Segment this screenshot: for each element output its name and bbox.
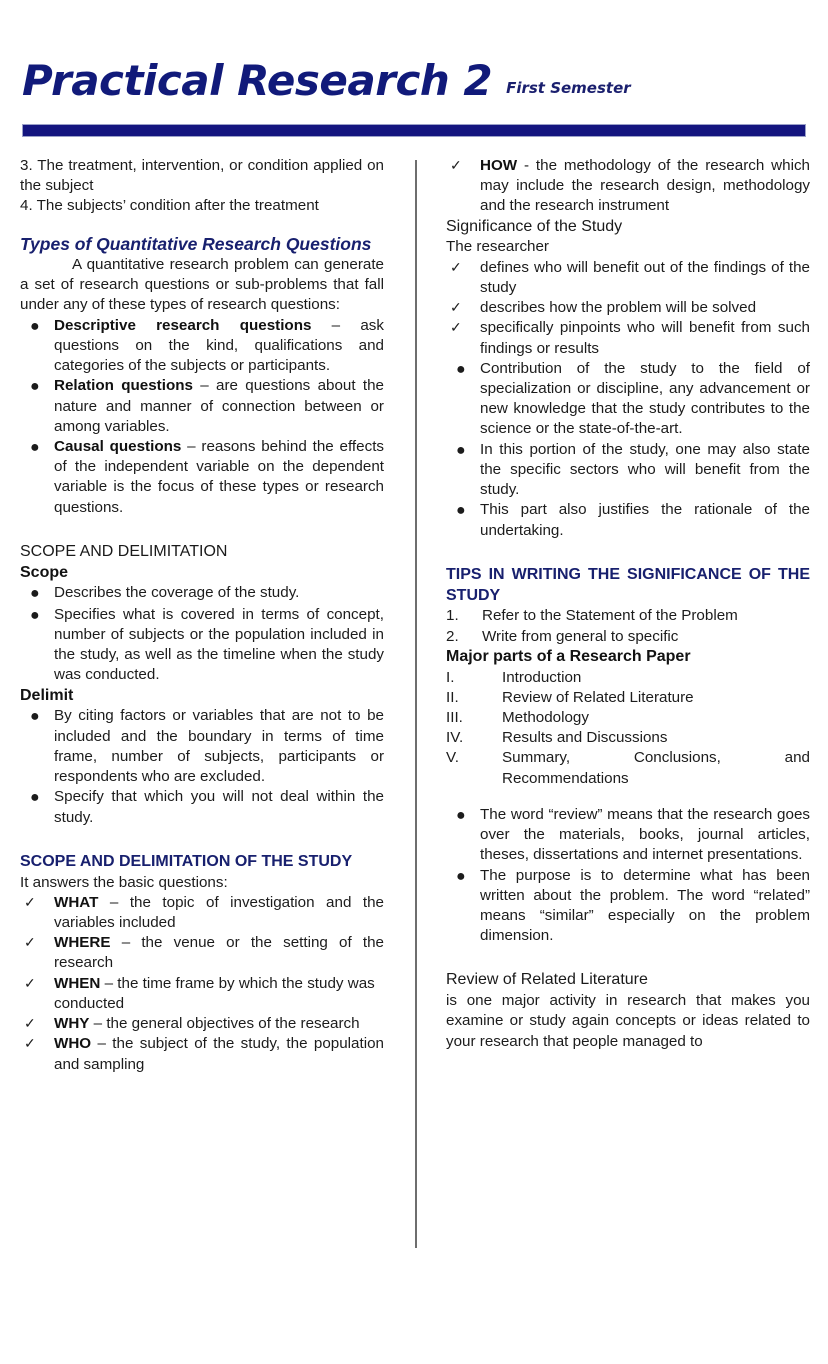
list-item-rest: – are questions about the nature and manner of connection between or among variables.	[54, 377, 384, 435]
list-item-rest: – the venue or the setting of the research	[54, 934, 384, 972]
list-item-term: Relation questions	[54, 377, 193, 395]
list-item-text: Results and Discussions	[502, 729, 668, 747]
list-item-rest: – ask questions on the kind, qualifications and categories of the subjects or participants.	[54, 316, 384, 375]
list-item-rest: – the time frame by which the study was conducted	[54, 974, 375, 1012]
list-item	[446, 866, 810, 947]
list-item	[20, 583, 384, 604]
list-item-text	[54, 1034, 384, 1074]
bullet-icon: ●	[456, 867, 466, 885]
list-number: V.	[446, 749, 459, 767]
checkmark-icon: ✓	[450, 157, 462, 173]
list-item	[20, 376, 384, 437]
bullet-icon: ●	[30, 789, 40, 807]
list-item	[446, 298, 810, 318]
bullet-icon: ●	[30, 585, 40, 603]
list-item-text: Summary, Conclusions, and Recommendations	[502, 749, 810, 787]
page-title: Practical Research 2	[22, 56, 493, 105]
scope-bullet-list	[20, 583, 384, 685]
spacer	[20, 518, 384, 542]
checkmark-icon: ✓	[24, 1035, 36, 1052]
list-item-rest: - the methodology of the research which may include the research design, methodology and the research instrument	[480, 157, 810, 215]
list-item-rest: – the topic of investigation and the variables included	[54, 893, 384, 931]
list-item	[20, 1014, 384, 1034]
list-item	[20, 933, 384, 973]
significance-bullet-list	[446, 359, 810, 541]
list-item-text: The purpose is to determine what has been written about the problem. The word “related” means “similar” especially on the problem dimension.	[480, 866, 810, 945]
left-column	[20, 156, 384, 1075]
list-item	[446, 748, 810, 788]
heading-scope-and-delimitation: SCOPE AND DELIMITATION	[20, 542, 228, 560]
heading-review-of-related-literature-wrap	[446, 970, 810, 991]
list-item-text: Specifies what is covered in terms of concept, number of subjects or the population included in the study, as well as the timeline when the study was conducted.	[54, 605, 384, 684]
list-item	[20, 605, 384, 686]
review-bullet-list	[446, 805, 810, 947]
list-number: 1.	[446, 607, 459, 625]
heading-review-of-related-literature: Review of Related Literature	[446, 971, 648, 989]
checkmark-icon: ✓	[24, 893, 36, 910]
list-item	[20, 1034, 384, 1074]
list-number: I.	[446, 668, 455, 686]
list-item-text: The word “review” means that the research goes over the materials, books, journal articles, theses, dissertations and internet presentations.	[480, 805, 810, 864]
heading-tips-in-writing-the-significance-of-the-study: TIPS IN WRITING THE SIGNIFICANCE OF THE STUDY	[446, 565, 810, 604]
spacer	[446, 946, 810, 970]
list-item	[20, 437, 384, 518]
list-item-term: WHEN	[54, 974, 101, 992]
list-item-text	[54, 376, 384, 437]
bullet-icon: ●	[456, 502, 466, 520]
list-item-text: Describes the coverage of the study.	[54, 584, 300, 602]
list-item	[446, 156, 810, 217]
list-item-text	[54, 316, 384, 377]
right-column	[446, 156, 810, 1052]
list-item	[446, 318, 810, 358]
bullet-icon: ●	[30, 606, 40, 624]
list-item	[20, 316, 384, 377]
basic-questions-check-list	[20, 893, 384, 1075]
list-item	[446, 359, 810, 440]
list-item-text	[54, 437, 384, 518]
spacer	[20, 828, 384, 852]
bullet-icon: ●	[30, 317, 40, 335]
bullet-icon: ●	[456, 441, 466, 459]
list-item-text: This part also justifies the rationale of the undertaking.	[480, 501, 810, 539]
list-item	[446, 728, 810, 748]
basic-questions-lead: It answers the basic questions:	[20, 873, 228, 891]
intro-item-4: 4. The subjects’ condition after the treatment	[20, 197, 319, 215]
checkmark-icon: ✓	[450, 299, 462, 316]
intro-item-3: 3. The treatment, intervention, or condition applied on the subject	[20, 157, 384, 195]
types-bullet-list	[20, 316, 384, 518]
list-item-text	[480, 156, 810, 217]
header-rule-bar	[22, 124, 806, 137]
heading-types-of-quantitative-research-questions: Types of Quantitative Research Questions	[20, 233, 372, 254]
list-item-term: WHERE	[54, 934, 111, 952]
list-item	[446, 805, 810, 866]
list-item-term: WHO	[54, 1035, 92, 1053]
researcher-lead: The researcher	[446, 238, 549, 256]
checkmark-icon: ✓	[450, 319, 462, 336]
rrl-paragraph: is one major activity in research that makes you examine or study again concepts or ideas related to your research that people managed to	[446, 992, 810, 1050]
list-item-text: Write from general to specific	[482, 627, 679, 645]
list-item-text: In this portion of the study, one may also state the specific sectors who will benefit from the study.	[480, 440, 810, 499]
subheading-major-parts-of-a-research-paper: Major parts of a Research Paper	[446, 647, 691, 665]
list-item-text	[54, 933, 384, 973]
bullet-icon: ●	[456, 806, 466, 824]
list-number: 2.	[446, 627, 459, 645]
major-parts-list	[446, 668, 810, 789]
list-item-text: Introduction	[502, 668, 582, 686]
list-item-text: defines who will benefit out of the findings of the study	[480, 258, 810, 296]
bullet-icon: ●	[456, 360, 466, 378]
heading-significance-of-the-study: Significance of the Study	[446, 217, 623, 235]
heading-scope-and-delimitation-wrap	[20, 542, 384, 563]
delimit-bullet-list	[20, 706, 384, 827]
heading-significance-of-the-study-wrap	[446, 217, 810, 238]
list-item	[20, 893, 384, 933]
list-item	[446, 500, 810, 540]
list-item-text: Refer to the Statement of the Problem	[482, 607, 738, 625]
spacer	[446, 789, 810, 805]
list-item-text	[54, 974, 384, 1014]
bullet-icon: ●	[30, 708, 40, 726]
spacer	[20, 217, 384, 233]
list-item	[446, 606, 810, 626]
list-item	[446, 627, 810, 647]
list-item-text: Review of Related Literature	[502, 688, 694, 706]
subheading-delimit: Delimit	[20, 686, 74, 704]
title-row	[22, 56, 808, 118]
list-item-text: specifically pinpoints who will benefit from such findings or results	[480, 319, 810, 357]
subheading-scope: Scope	[20, 563, 69, 581]
list-item	[20, 787, 384, 827]
list-item-text: By citing factors or variables that are not to be included and the boundary in terms of time frame, number of subjects, participants or respondents who are excluded.	[54, 707, 384, 786]
list-item-rest: – the subject of the study, the population and sampling	[54, 1035, 384, 1073]
tips-numbered-list	[446, 606, 810, 646]
heading-scope-and-delimitation-of-the-study: SCOPE AND DELIMITATION OF THE STUDY	[20, 852, 353, 870]
list-item-term: WHY	[54, 1015, 90, 1033]
bullet-icon: ●	[30, 439, 40, 457]
list-item-text: Contribution of the study to the field of specialization or discipline, any advancement or new knowledge that the study contributes to the science or the state-of-the-art.	[480, 359, 810, 438]
list-item-text: describes how the problem will be solved	[480, 299, 757, 317]
list-item	[446, 258, 810, 298]
semester-label: First Semester	[506, 79, 631, 97]
list-item	[446, 440, 810, 501]
list-item-term: Descriptive research questions	[54, 316, 312, 334]
checkmark-icon: ✓	[450, 258, 462, 275]
list-number: III.	[446, 709, 463, 726]
document-header	[22, 56, 808, 138]
list-item-text	[54, 893, 384, 933]
types-paragraph: A quantitative research problem can generate a set of research questions or sub-problems that fall under any of these types of research questions:	[20, 256, 384, 314]
list-item-text	[54, 1014, 384, 1034]
list-item-term: HOW	[480, 157, 518, 174]
spacer	[446, 541, 810, 565]
bullet-icon: ●	[30, 378, 40, 396]
list-item	[20, 706, 384, 787]
list-item-rest: – the general objectives of the research	[89, 1015, 360, 1033]
list-item	[446, 668, 810, 688]
list-item	[20, 974, 384, 1014]
checkmark-icon: ✓	[24, 1015, 36, 1032]
how-check-list	[446, 156, 810, 217]
list-item-text: Methodology	[502, 709, 589, 726]
column-divider	[415, 160, 417, 1248]
list-item-term: WHAT	[54, 893, 99, 911]
researcher-check-list	[446, 258, 810, 359]
list-item	[446, 708, 810, 728]
checkmark-icon: ✓	[24, 974, 36, 991]
list-item	[446, 688, 810, 708]
checkmark-icon: ✓	[24, 934, 36, 951]
list-item-rest: – reasons behind the effects of the independent variable on the dependent variable is the focus of these types or research questions.	[54, 438, 385, 516]
list-number: II.	[446, 688, 459, 706]
list-item-term: Causal questions	[54, 438, 182, 456]
list-number: IV.	[446, 729, 464, 747]
list-item-text: Specify that which you will not deal within the study.	[54, 788, 384, 826]
